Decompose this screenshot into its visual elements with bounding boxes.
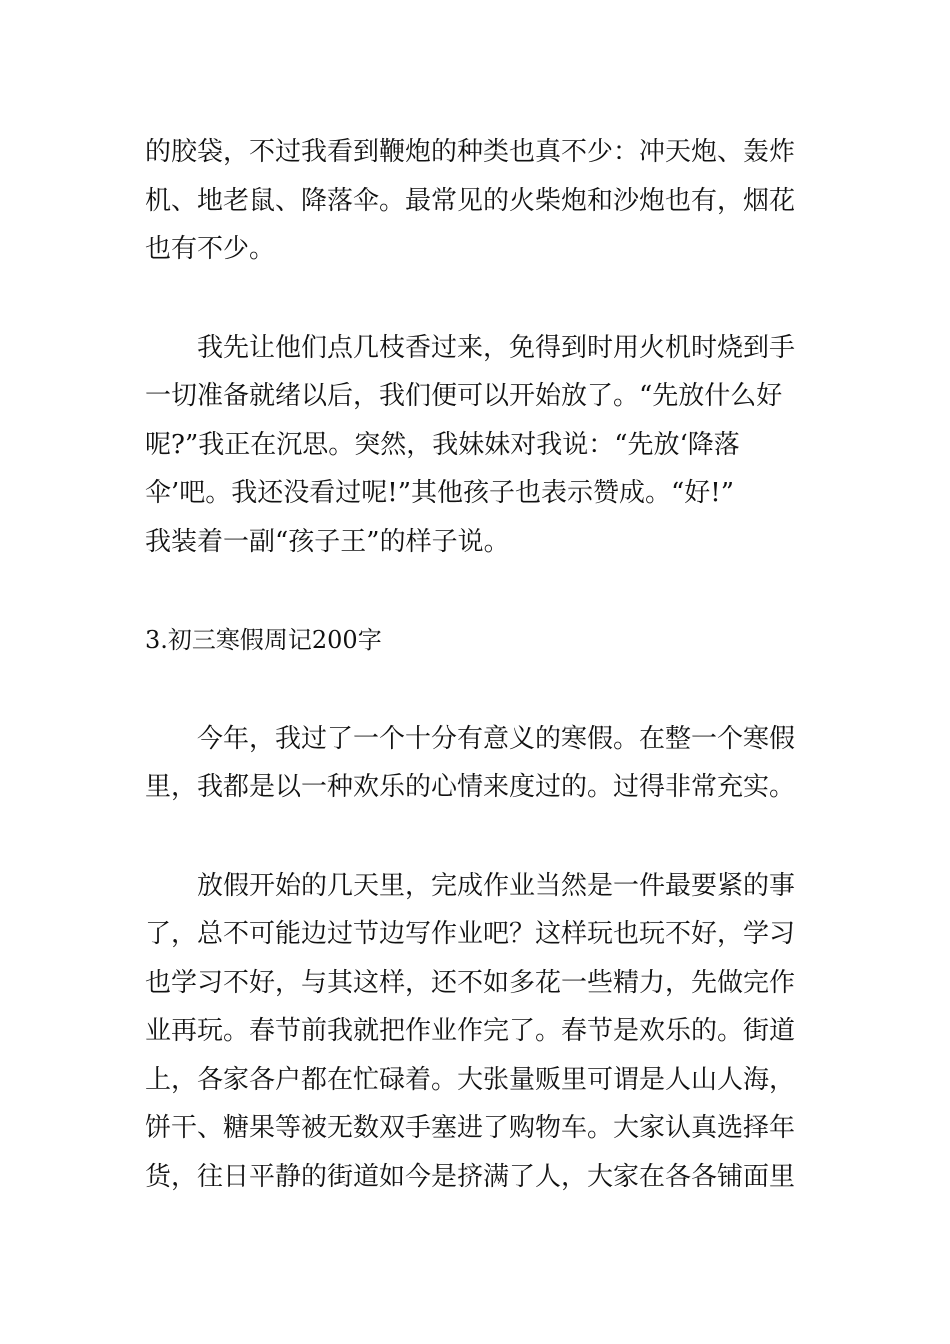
paragraph-gap (145, 812, 810, 862)
section-heading: 3.初三寒假周记200字 (145, 626, 382, 654)
text-line: 饼干、糖果等被无数双手塞进了购物车。大家认真选择年 (145, 1113, 796, 1143)
text-line: 了，总不可能边过节边写作业吧？这样玩也玩不好，学习 (145, 919, 796, 949)
paragraph-lighting (145, 324, 810, 567)
text-line: 上，各家各户都在忙碌着。大张量贩里可谓是人山人海， (145, 1064, 796, 1095)
text-line: 今年，我过了一个十分有意义的寒假。在整一个寒假 (197, 723, 796, 754)
text-line: 放假开始的几天里，完成作业当然是一件最要紧的事 (197, 870, 796, 901)
text-line: 机、地老鼠、降落伞。最常见的火柴炮和沙炮也有，烟花 (145, 185, 796, 216)
text-line: 呢?”我正在沉思。突然，我妹妹对我说：“先放‘降落 (145, 429, 740, 460)
paragraph-gap (145, 566, 810, 616)
text-line: 货，往日平静的街道如今是挤满了人，大家在各各铺面里 (145, 1161, 796, 1192)
paragraph-gap (145, 665, 810, 715)
text-line: 我先让他们点几枝香过来，免得到时用火机时烧到手 (197, 332, 796, 363)
text-line: 也学习不好，与其这样，还不如多花一些精力，先做完作 (145, 967, 796, 998)
text-line: 我装着一副“孩子王”的样子说。 (145, 526, 510, 557)
paragraph-firecrackers (145, 128, 810, 274)
text-line: 也有不少。 (145, 234, 276, 264)
text-line: 业再玩。春节前我就把作业作完了。春节是欢乐的。街道 (145, 1016, 796, 1046)
paragraph-winter-vacation (145, 715, 810, 812)
document-body (145, 128, 810, 1201)
text-line: 的胶袋，不过我看到鞭炮的种类也真不少：冲天炮、轰炸 (145, 137, 796, 167)
paragraph-gap (145, 274, 810, 324)
text-line: 里，我都是以一种欢乐的心情来度过的。过得非常充实。 (145, 772, 796, 802)
text-line: 一切准备就绪以后，我们便可以开始放了。“先放什么好 (145, 381, 783, 411)
paragraph-homework (145, 862, 810, 1202)
text-line: 伞’吧。我还没看过呢!”其他孩子也表示赞成。“好!” (145, 478, 735, 508)
